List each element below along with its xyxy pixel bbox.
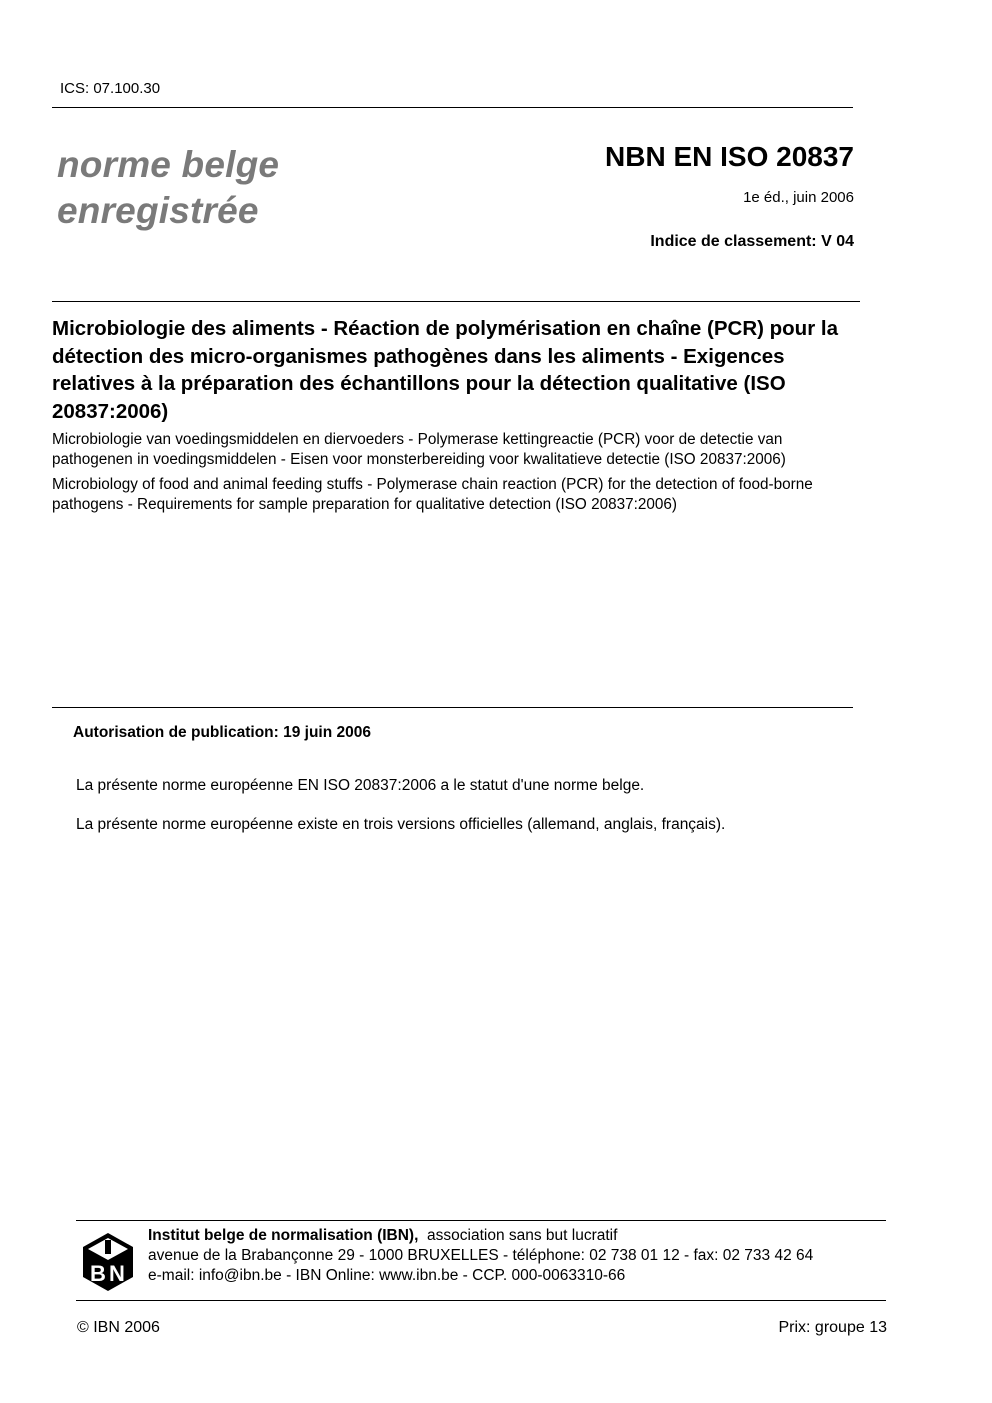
institute-address: avenue de la Brabançonne 29 - 1000 BRUXELLES - téléphone: 02 738 01 12 - fax: 02 733 42 64 [148,1247,814,1264]
ics-code: ICS: 07.100.30 [60,80,161,97]
svg-text:B: B [90,1261,106,1286]
brand-line-2: enregistrée [57,190,259,231]
ibn-logo [82,1232,134,1292]
title-french: Microbiologie des aliments - Réaction de polymérisation en chaîne (PCR) pour la détection des micro-organismes pathogènes dans les aliments - Exigences relatives à la préparation des échantillons pour la détection qualitative (ISO 20837:2006) [52,317,838,423]
copyright: © IBN 2006 [77,1319,160,1336]
svg-text:N: N [109,1261,125,1286]
title-dutch: Microbiologie van voedingsmiddelen en diervoeders - Polymerase kettingreactie (PCR) voor de detectie van pathogenen in voedingsmiddelen - Eisen voor monsterbereiding voor kwalitatieve detectie (ISO 20837:2006) [52,431,786,468]
header-divider [52,107,853,108]
footer-top-divider [76,1220,886,1221]
institute-block [148,1226,813,1286]
ibn-logo-icon [82,1232,134,1292]
institute-description: association sans but lucratif [427,1227,618,1244]
classification-index: Indice de classement: V 04 [650,233,854,250]
price-group: Prix: groupe 13 [778,1319,887,1336]
title-english: Microbiology of food and animal feeding stuffs - Polymerase chain reaction (PCR) for the detection of food-borne pathogens - Requirements for sample preparation for qualitative detection (ISO 20837:2006) [52,476,813,513]
institute-contact: e-mail: info@ibn.be - IBN Online: www.ibn.be - CCP. 000-0063310-66 [148,1267,626,1284]
institute-name: Institut belge de normalisation (IBN), [148,1227,419,1244]
brand-label [57,142,279,234]
publication-authorisation: Autorisation de publication: 19 juin 2006 [73,724,371,741]
status-paragraph: La présente norme européenne EN ISO 20837:2006 a le statut d'une norme belge. [76,777,645,794]
publication-divider [52,707,853,708]
edition-date: 1e éd., juin 2006 [743,189,854,206]
versions-paragraph: La présente norme européenne existe en trois versions officielles (allemand, anglais, français). [76,816,726,833]
footer-bottom-divider [76,1300,886,1301]
institute-heading [148,1226,813,1246]
standard-number: NBN EN ISO 20837 [605,141,854,172]
brand-line-1: norme belge [57,144,280,185]
title-divider [52,301,860,302]
